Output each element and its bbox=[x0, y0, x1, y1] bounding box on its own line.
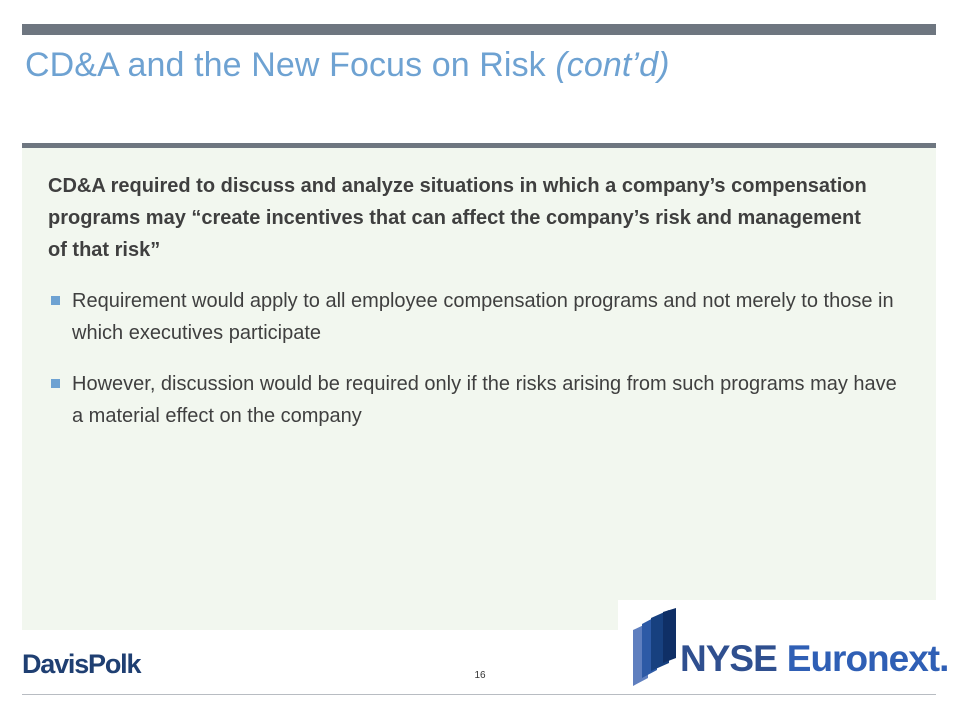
bullet-item bbox=[48, 285, 908, 349]
blue-tiles-logo-icon bbox=[628, 608, 678, 690]
nyse-euronext-wordmark bbox=[680, 638, 948, 680]
bullet-text: However, discussion would be required only if the risks arising from such programs may have a material effect on the company bbox=[72, 373, 897, 427]
davis-polk-logo: DavisPolk bbox=[22, 649, 141, 679]
square-bullet-icon bbox=[51, 379, 60, 388]
bullet-list bbox=[48, 285, 908, 451]
bullet-item bbox=[48, 368, 908, 432]
bullet-text: Requirement would apply to all employee compensation programs and not merely to those in which executives participate bbox=[72, 290, 894, 344]
top-divider bbox=[22, 24, 936, 35]
bottom-divider bbox=[22, 694, 936, 695]
slide-title bbox=[25, 46, 670, 85]
lead-paragraph: CD&A required to discuss and analyze situations in which a company’s compensation programs may “create incentives that can affect the company’s risk and management of that risk” bbox=[48, 175, 867, 261]
square-bullet-icon bbox=[51, 296, 60, 305]
nyse-euronext-logo bbox=[618, 600, 949, 694]
euronext-word: Euronext. bbox=[786, 638, 949, 679]
slide-title-suffix: (cont’d) bbox=[555, 46, 670, 84]
page-number: 16 bbox=[474, 670, 486, 681]
nyse-word: NYSE bbox=[680, 638, 777, 679]
slide-title-main: CD&A and the New Focus on Risk bbox=[25, 46, 546, 84]
